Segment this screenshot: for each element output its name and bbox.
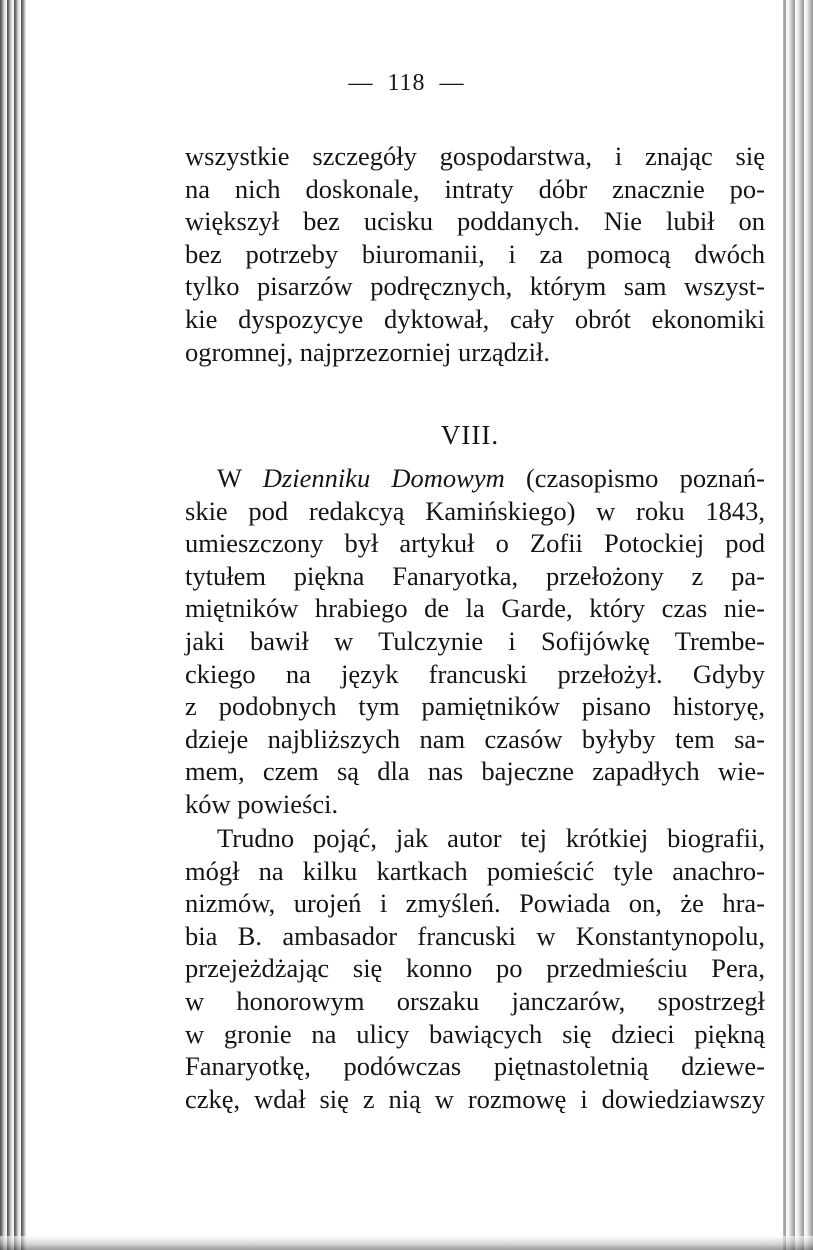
paragraph-2 <box>185 462 765 821</box>
text-line: przejeżdżając się konno po przedmieściu Pera, <box>185 953 765 984</box>
text-line: z podobnych tym pamiętników pisano historyę, <box>185 691 765 722</box>
text-line: nizmów, urojeń i zmyśleń. Powiada on, że hra- <box>185 888 765 919</box>
page-number <box>0 70 813 97</box>
text-line: ków powieści. <box>185 788 339 819</box>
text-line: jaki bawił w Tulczynie i Sofijówkę Trembe- <box>185 625 765 656</box>
text-fragment: W <box>217 463 263 493</box>
text-line: tylko pisarzów podręcznych, którym sam wszyst- <box>185 271 765 302</box>
text-line: tytułem piękna Fanaryotka, przełożony z pa- <box>185 560 765 591</box>
text-line: bez potrzeby biuromanii, i za pomocą dwóch <box>185 238 765 269</box>
page-edge-left <box>0 0 26 1250</box>
text-line: mem, czem są dla nas bajeczne zapadłych wie- <box>185 756 765 787</box>
page-number-dash-right: — <box>439 70 465 96</box>
paragraph-3 <box>185 822 765 1115</box>
page-edge-right <box>783 0 813 1250</box>
text-line: w honorowym orszaku janczarów, spostrzegł <box>185 985 765 1016</box>
journal-title-italic: Dzienniku Domowym <box>262 463 505 493</box>
text-line: Fanaryotkę, podówczas piętnastoletnią dziewe- <box>185 1051 765 1082</box>
text-line: umieszczony był artykuł o Zofii Potockiej pod <box>185 528 765 559</box>
text-line: Trudno pojąć, jak autor tej krótkiej biografii, <box>217 823 765 853</box>
text-line-first <box>185 462 765 495</box>
text-line: wszystkie szczegóły gospodarstwa, i znając się <box>185 141 765 171</box>
text-line: skie pod redakcyą Kamińskiego) w roku 1843, <box>185 495 765 526</box>
page-number-value: 118 <box>387 70 426 96</box>
page-edge-bottom <box>0 1236 813 1250</box>
text-line: dzieje najbliższych nam czasów byłyby tem sa- <box>185 723 765 754</box>
text-line: miętników hrabiego de la Garde, który czas nie- <box>185 593 765 624</box>
text-line: ogromnej, najprzezorniej urządził. <box>185 336 550 367</box>
text-line: na nich doskonale, intraty dóbr znacznie po- <box>185 173 765 204</box>
text-line: bia B. ambasador francuski w Konstantynopolu, <box>185 920 765 951</box>
page-number-dash-left: — <box>348 70 374 96</box>
text-line: ckiego na język francuski przełożył. Gdyby <box>185 658 765 689</box>
text-line: większył bez ucisku poddanych. Nie lubił on <box>185 206 765 237</box>
paragraph-1 <box>185 140 765 368</box>
text-line: kie dyspozycye dyktował, cały obrót ekonomiki <box>185 303 765 334</box>
text-line: czkę, wdał się z nią w rozmowę i dowiedziawszy <box>185 1083 765 1114</box>
text-line: mógł na kilku kartkach pomieścić tyle anachro- <box>185 855 765 886</box>
text-line: w gronie na ulicy bawiących się dzieci piękną <box>185 1018 765 1049</box>
chapter-heading: VIII. <box>440 420 500 450</box>
text-fragment: (czasopismo poznań- <box>504 463 765 493</box>
